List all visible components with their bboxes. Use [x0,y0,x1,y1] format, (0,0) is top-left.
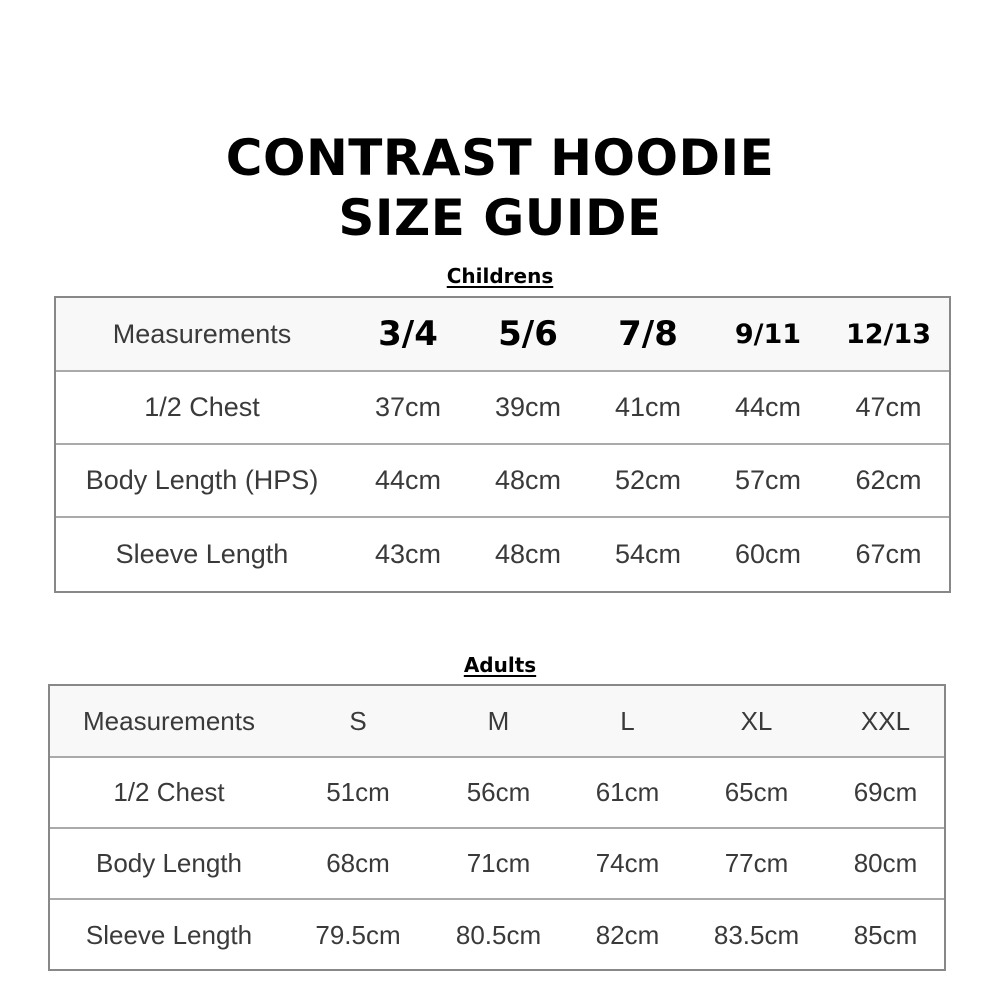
header-measurements-label: Measurements [50,686,288,757]
childrens-heading-text: Childrens [446,264,554,288]
row-label: Body Length (HPS) [56,444,348,517]
table-cell: 85cm [827,899,944,970]
row-label: Sleeve Length [56,517,348,590]
table-row [56,444,949,517]
row-label: 1/2 Chest [56,371,348,444]
size-header: XXL [827,686,944,757]
table-cell: 67cm [828,517,949,590]
table-cell: 71cm [428,828,569,899]
size-header: 12/13 [828,298,949,371]
table-cell: 51cm [288,757,428,828]
table-cell: 80.5cm [428,899,569,970]
table-cell: 56cm [428,757,569,828]
table-row [50,757,944,828]
table-cell: 69cm [827,757,944,828]
table-cell: 47cm [828,371,949,444]
row-label: Sleeve Length [50,899,288,970]
table-cell: 48cm [468,517,588,590]
size-header: 5/6 [468,298,588,371]
table-row [56,517,949,590]
table-row [50,899,944,970]
table-cell: 44cm [708,371,828,444]
table-cell: 37cm [348,371,468,444]
adults-section-heading [0,653,1000,677]
adults-heading-text: Adults [463,653,537,677]
row-label: 1/2 Chest [50,757,288,828]
table-row [50,828,944,899]
size-header: 3/4 [348,298,468,371]
row-label: Body Length [50,828,288,899]
table-cell: 61cm [569,757,686,828]
table-cell: 60cm [708,517,828,590]
table-cell: 44cm [348,444,468,517]
table-cell: 62cm [828,444,949,517]
table-cell: 80cm [827,828,944,899]
table-cell: 48cm [468,444,588,517]
childrens-section-heading [0,264,1000,288]
table-cell: 39cm [468,371,588,444]
table-cell: 41cm [588,371,708,444]
size-header: 9/11 [708,298,828,371]
table-header-row [56,298,949,371]
size-header: S [288,686,428,757]
table-cell: 65cm [686,757,827,828]
table-cell: 77cm [686,828,827,899]
adults-size-table [50,686,944,970]
size-header: L [569,686,686,757]
table-cell: 43cm [348,517,468,590]
table-cell: 68cm [288,828,428,899]
table-header-row [50,686,944,757]
page-title-line-1: CONTRAST HOODIE [225,129,775,187]
size-header: 7/8 [588,298,708,371]
size-header: M [428,686,569,757]
table-cell: 54cm [588,517,708,590]
table-cell: 82cm [569,899,686,970]
table-cell: 52cm [588,444,708,517]
table-row [56,371,949,444]
childrens-size-table [56,298,949,590]
table-cell: 83.5cm [686,899,827,970]
table-cell: 74cm [569,828,686,899]
header-measurements-label: Measurements [56,298,348,371]
table-cell: 79.5cm [288,899,428,970]
table-cell: 57cm [708,444,828,517]
page-title-line-2: SIZE GUIDE [338,189,662,247]
size-header: XL [686,686,827,757]
